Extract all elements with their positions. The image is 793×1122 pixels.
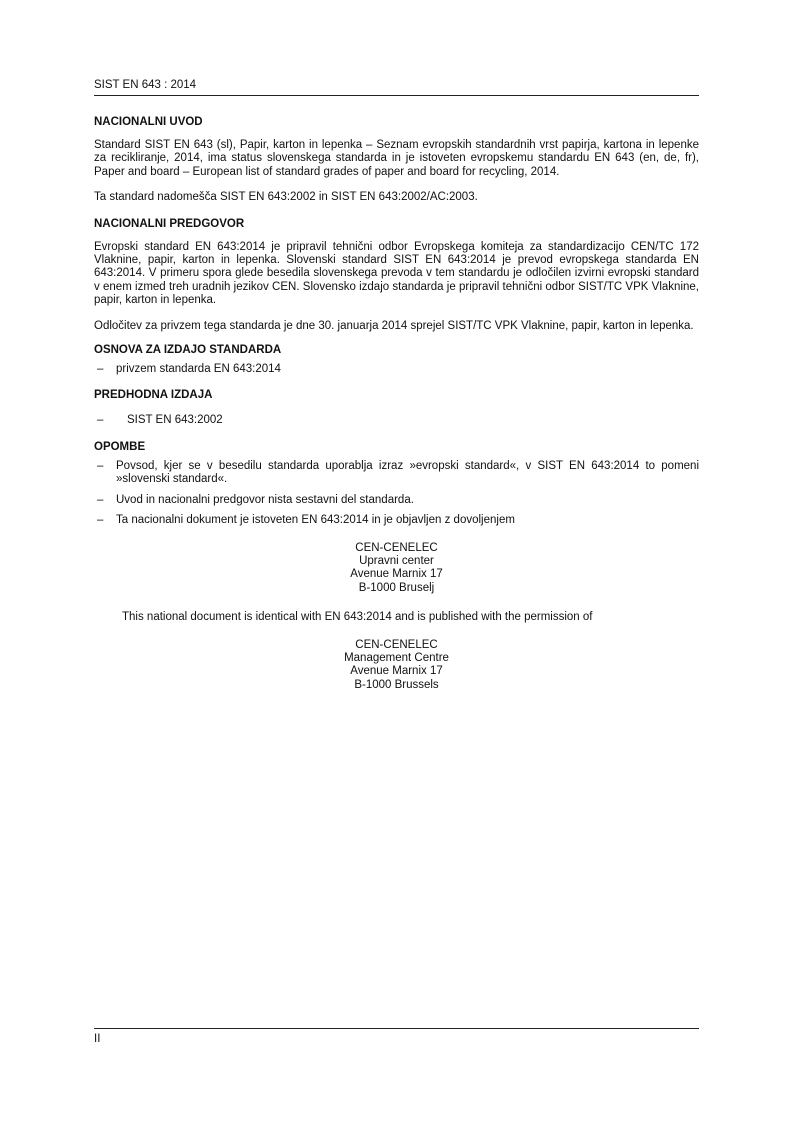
- list-item: [94, 494, 699, 507]
- permission-statement-en: This national document is identical with EN 643:2014 and is published with the permission of: [122, 611, 593, 624]
- address-line: B-1000 Brussels: [354, 678, 439, 691]
- section-heading-predhodna: PREDHODNA IZDAJA: [94, 389, 213, 402]
- document-content: [94, 115, 699, 708]
- address-line: Avenue Marnix 17: [350, 665, 443, 678]
- dash-bullet: –: [97, 363, 104, 376]
- address-line: CEN-CENELEC: [355, 541, 438, 554]
- address-line: CEN-CENELEC: [355, 638, 438, 651]
- section-heading-uvod: NACIONALNI UVOD: [94, 116, 203, 128]
- dash-bullet: –: [97, 493, 104, 506]
- page-footer: [94, 1028, 699, 1046]
- list-item: [94, 514, 699, 527]
- opombe-item-2: Uvod in nacionalni predgovor nista sestavni del standarda.: [116, 493, 414, 506]
- uvod-paragraph-2: Ta standard nadomešča SIST EN 643:2002 in SIST EN 643:2002/AC:2003.: [94, 191, 478, 204]
- opombe-item-1: Povsod, kjer se v besedilu standarda uporablja izraz »evropski standard«, v SIST EN 643:2014 to pomeni »slovenski standard«.: [116, 459, 699, 486]
- dash-bullet: –: [97, 514, 104, 527]
- osnova-item: privzem standarda EN 643:2014: [116, 363, 281, 376]
- predgovor-paragraph-1: Evropski standard EN 643:2014 je pripravil tehnični odbor Evropskega komiteja za standardizacijo CEN/TC 172 Vlaknine, papir, karton in lepenka. Slovenski standard SIST EN 643:2014 je prevod evropskega standarda EN 643:2014. V primeru spora glede besedila slovenskega prevoda v tem standardu je odločilen izvirni evropski standard v enem izmed treh uradnih jezikov CEN. Slovensko izdajo standarda je pripravil tehnični odbor SIST/TC VPK Vlaknine, papir, karton in lepenka.: [94, 240, 699, 307]
- predgovor-paragraph-2: Odločitev za privzem tega standarda je dne 30. januarja 2014 sprejel SIST/TC VPK Vlaknine, papir, karton in lepenka.: [94, 319, 694, 332]
- uvod-paragraph-1: Standard SIST EN 643 (sl), Papir, karton in lepenka – Seznam evropskih standardnih vrst papirja, kartona in lepenke za recikliranje, 2014, ima status slovenskega standarda in je istoveten evropskemu standardu EN 643 (en, de, fr), Paper and board – European list of standard grades of paper and board for recycling, 2014.: [94, 139, 699, 178]
- address-line: B-1000 Bruselj: [358, 581, 435, 594]
- dash-bullet: –: [97, 459, 104, 472]
- predhodna-item: SIST EN 643:2002: [127, 414, 223, 427]
- section-heading-osnova: OSNOVA ZA IZDAJO STANDARDA: [94, 344, 282, 357]
- address-line: Management Centre: [344, 651, 449, 664]
- page-number: II: [94, 1033, 101, 1045]
- page-header: SIST EN 643 : 2014: [94, 78, 699, 96]
- list-item: [94, 363, 699, 376]
- address-line: Avenue Marnix 17: [350, 568, 443, 581]
- dash-bullet: –: [97, 414, 104, 427]
- list-item: [94, 460, 699, 487]
- address-block-sl: [94, 542, 699, 596]
- section-heading-predgovor: NACIONALNI PREDGOVOR: [94, 217, 245, 230]
- list-item: [94, 414, 699, 427]
- address-line: Upravni center: [359, 554, 434, 567]
- section-heading-opombe: OPOMBE: [94, 440, 146, 453]
- address-block-en: [94, 639, 699, 693]
- opombe-item-3: Ta nacionalni dokument je istoveten EN 643:2014 in je objavljen z dovoljenjem: [116, 514, 515, 527]
